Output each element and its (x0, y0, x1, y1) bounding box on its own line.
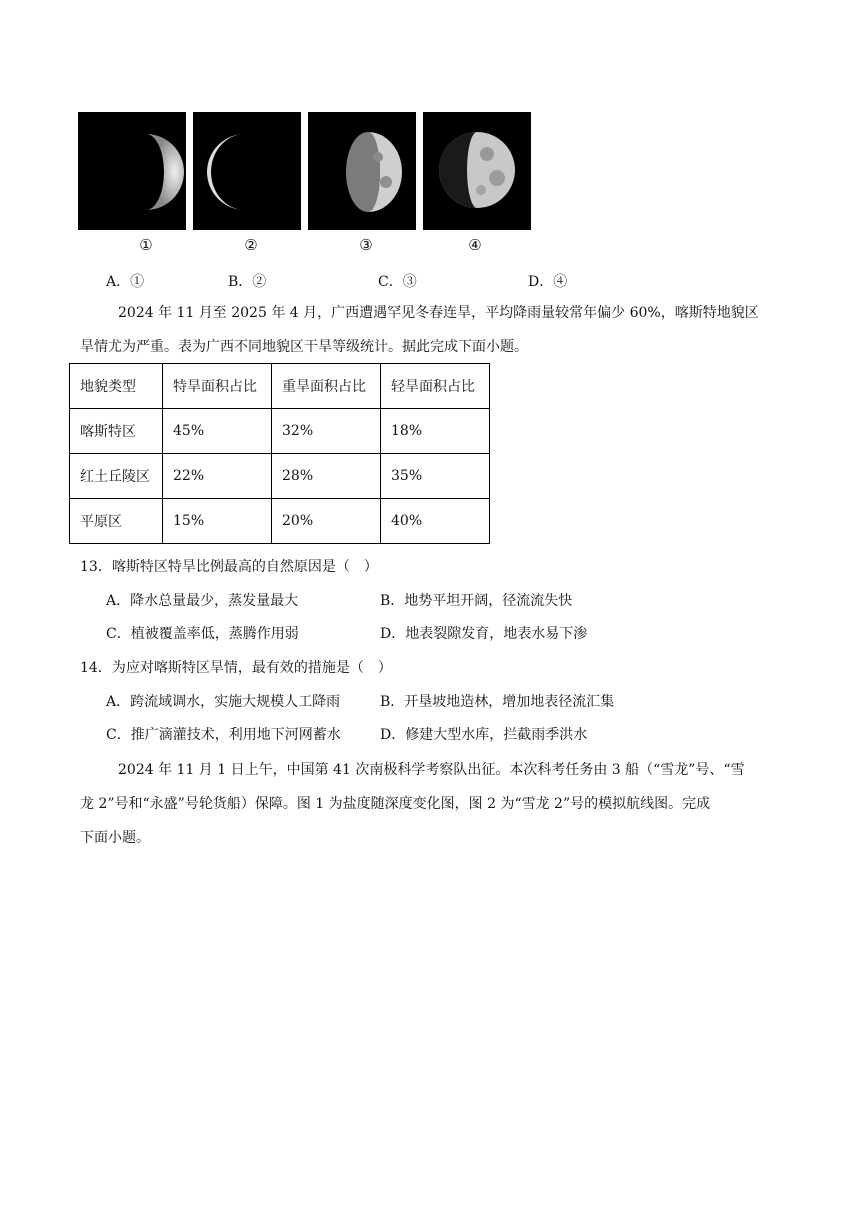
q13-option-c: C．植被覆盖率低，蒸腾作用弱 (106, 626, 299, 642)
moon-label-4: ④ (468, 236, 482, 254)
table-cell: 18% (381, 409, 490, 454)
table-row (70, 454, 490, 499)
prev-option-d: D．④ (528, 274, 568, 290)
passage1-line2: 旱情尤为严重。表为广西不同地貌区干旱等级统计。据此完成下面小题。 (80, 339, 528, 355)
passage2-line3: 下面小题。 (80, 830, 150, 846)
table-row (70, 499, 490, 544)
q14-option-b: B．开垦坡地造林，增加地表径流汇集 (380, 694, 615, 710)
drought-table (69, 363, 490, 544)
moon-image-4 (423, 112, 531, 230)
table-cell: 22% (163, 454, 272, 499)
table-header-cell: 地貌类型 (70, 364, 163, 409)
table-header-cell: 重旱面积占比 (272, 364, 381, 409)
table-cell: 32% (272, 409, 381, 454)
prev-option-a: A．① (106, 274, 145, 290)
moon-label-2: ② (244, 236, 258, 254)
moon-label-3: ③ (359, 236, 373, 254)
passage2-line2: 龙 2”号和“永盛”号轮货船）保障。图 1 为盐度随深度变化图，图 2 为“雪龙 2”号的模拟航线图。完成 (80, 796, 711, 812)
table-row (70, 409, 490, 454)
moon-image-2 (193, 112, 301, 230)
table-cell: 红土丘陵区 (70, 454, 163, 499)
table-cell: 15% (163, 499, 272, 544)
q14-option-a: A．跨流域调水，实施大规模人工降雨 (106, 694, 341, 710)
table-cell: 45% (163, 409, 272, 454)
table-header-row (70, 364, 490, 409)
table-header-cell: 特旱面积占比 (163, 364, 272, 409)
table-cell: 喀斯特区 (70, 409, 163, 454)
moon-image-3 (308, 112, 416, 230)
q13-option-b: B．地势平坦开阔，径流流失快 (380, 593, 573, 609)
passage1-line1: 2024 年 11 月至 2025 年 4 月，广西遭遇罕见冬春连旱，平均降雨量较常年偏少 60%，喀斯特地貌区 (118, 305, 759, 321)
prev-option-c: C．③ (378, 274, 417, 290)
moon-image-1 (78, 112, 186, 230)
table-cell: 35% (381, 454, 490, 499)
moon-label-1: ① (139, 236, 153, 254)
table-cell: 平原区 (70, 499, 163, 544)
question-13-stem: 13．喀斯特区特旱比例最高的自然原因是（ ） (80, 559, 378, 575)
table-cell: 20% (272, 499, 381, 544)
table-cell: 28% (272, 454, 381, 499)
q14-option-d: D．修建大型水库，拦截雨季洪水 (380, 727, 588, 743)
q13-option-d: D．地表裂隙发育，地表水易下渗 (380, 626, 588, 642)
q13-option-a: A．降水总量最少，蒸发量最大 (106, 593, 299, 609)
prev-option-b: B．② (228, 274, 267, 290)
table-cell: 40% (381, 499, 490, 544)
question-14-stem: 14．为应对喀斯特区旱情，最有效的措施是（ ） (80, 660, 392, 676)
passage2-line1: 2024 年 11 月 1 日上午，中国第 41 次南极科学考察队出征。本次科考任务由 3 船（“雪龙”号、“雪 (118, 762, 745, 778)
q14-option-c: C．推广滴灌技术，利用地下河网蓄水 (106, 727, 341, 743)
table-header-cell: 轻旱面积占比 (381, 364, 490, 409)
